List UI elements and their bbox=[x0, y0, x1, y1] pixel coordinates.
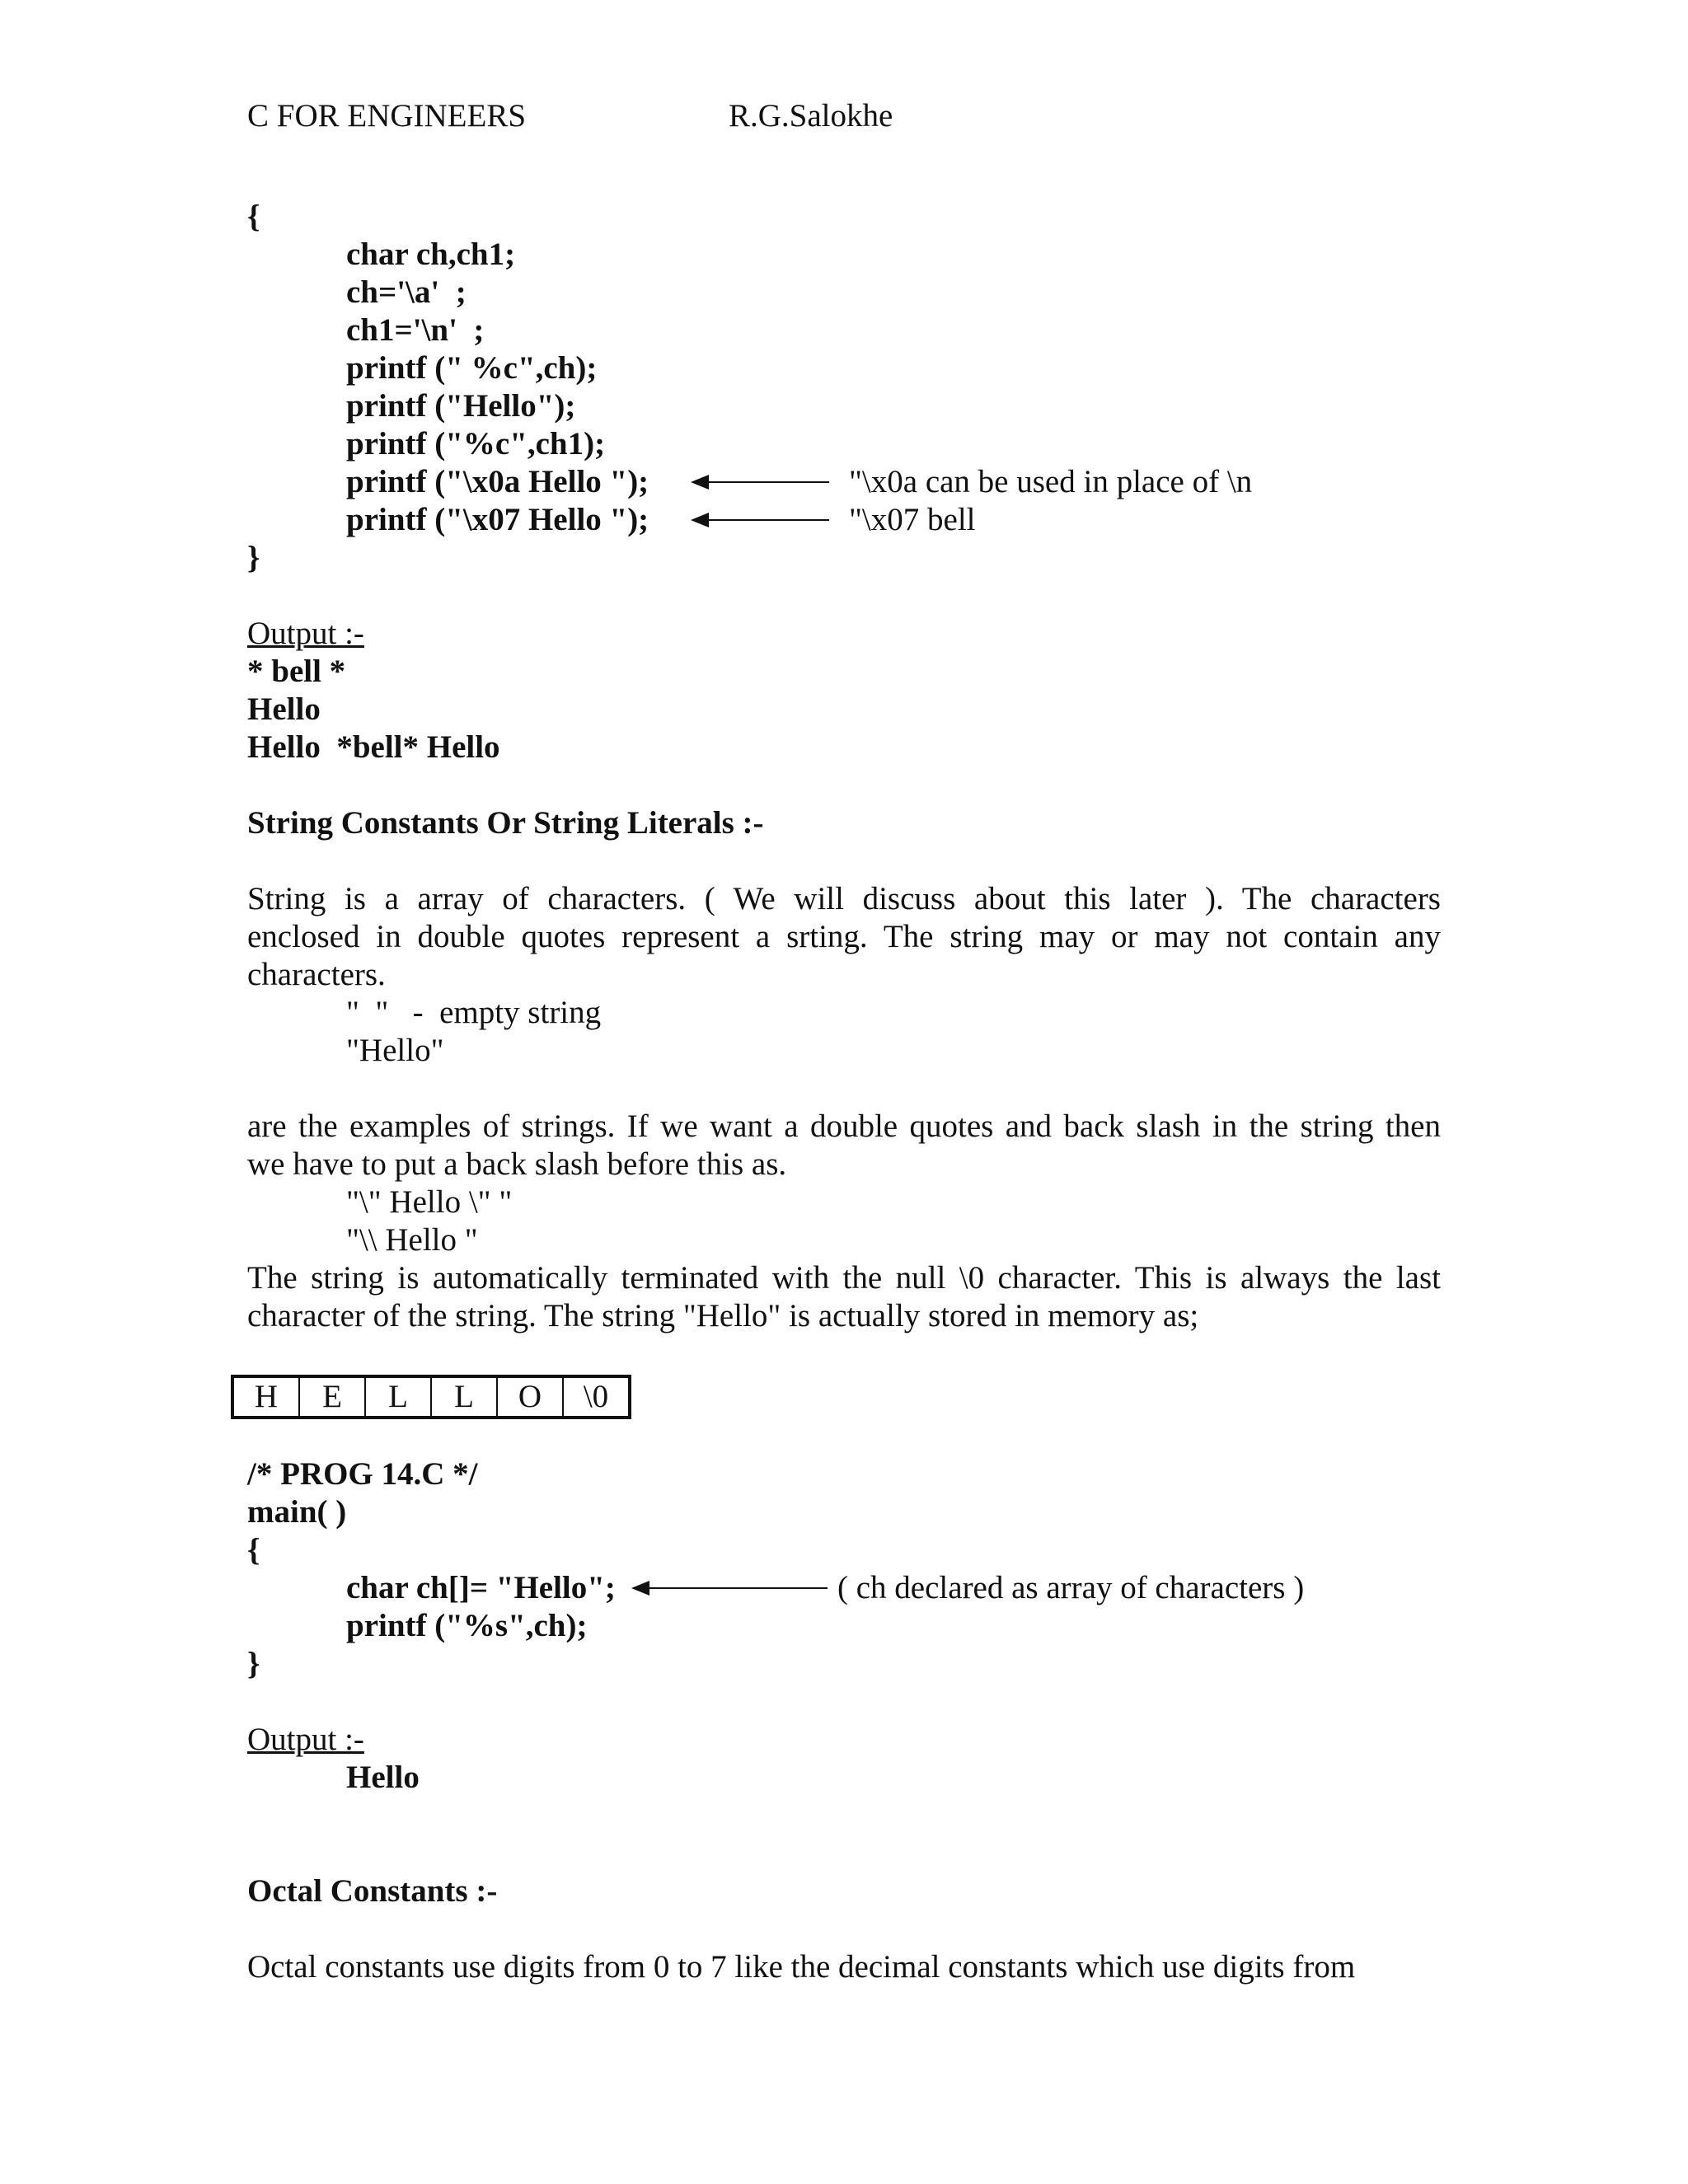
memory-cell: E bbox=[299, 1376, 365, 1418]
memory-cell: L bbox=[431, 1376, 497, 1418]
annotation-text: "\x07 bell bbox=[849, 502, 976, 537]
program-comment: /* PROG 14.C */ bbox=[247, 1456, 478, 1492]
code-line: printf ("%c",ch1); bbox=[346, 426, 606, 462]
paragraph bbox=[247, 880, 1441, 956]
paragraph-line: character of the string. The string "Hello" is actually stored in memory as; bbox=[247, 1298, 1199, 1333]
code-line: printf (" %c",ch); bbox=[346, 350, 598, 386]
open-brace: { bbox=[247, 1532, 260, 1568]
code-line: char ch[]= "Hello"; bbox=[346, 1570, 616, 1605]
annotation-arrow bbox=[692, 519, 829, 521]
paragraph-line: enclosed in double quotes represent a srting. The string may or may not contain any bbox=[247, 919, 1441, 954]
output-label: Output :- bbox=[247, 1722, 364, 1757]
paragraph-line: characters. bbox=[247, 957, 386, 992]
annotation-text: ( ch declared as array of characters ) bbox=[837, 1570, 1305, 1605]
output-line: Hello bbox=[247, 691, 321, 727]
memory-cell: O bbox=[497, 1376, 563, 1418]
memory-cell: H bbox=[254, 1379, 279, 1414]
example-line: "\" Hello \" " bbox=[346, 1184, 513, 1220]
header-title: C FOR ENGINEERS bbox=[247, 98, 527, 134]
annotation-text: "\x0a can be used in place of \n bbox=[849, 464, 1253, 499]
paragraph bbox=[247, 1108, 1441, 1146]
paragraph bbox=[247, 1259, 1441, 1297]
paragraph-line: Octal constants use digits from 0 to 7 like the decimal constants which use digits from bbox=[247, 1949, 1356, 1985]
output-line: * bell * bbox=[247, 654, 346, 689]
open-brace: { bbox=[247, 199, 260, 234]
output-line: Hello bbox=[346, 1760, 420, 1795]
memory-cell: \0 bbox=[563, 1376, 630, 1418]
section-heading: Octal Constants :- bbox=[247, 1873, 498, 1909]
annotation-arrow bbox=[633, 1587, 828, 1589]
program-main: main( ) bbox=[247, 1494, 347, 1530]
header-author: R.G.Salokhe bbox=[729, 98, 893, 134]
paragraph-line: are the examples of strings. If we want a double quotes and back slash in the string then bbox=[247, 1108, 1441, 1144]
paragraph-line: we have to put a back slash before this as. bbox=[247, 1146, 787, 1182]
close-brace: } bbox=[247, 1646, 260, 1681]
output-line: Hello *bell* Hello bbox=[247, 729, 500, 765]
close-brace: } bbox=[247, 540, 260, 575]
section-heading: String Constants Or String Literals :- bbox=[247, 805, 764, 841]
code-line: ch='\a' ; bbox=[346, 274, 467, 310]
example-line: " " - empty string bbox=[346, 995, 602, 1030]
example-line: "\\ Hello " bbox=[346, 1222, 478, 1258]
output-label: Output :- bbox=[247, 616, 364, 651]
code-line: printf ("Hello"); bbox=[346, 388, 576, 424]
paragraph-line: String is a array of characters. ( We will discuss about this later ). The characters bbox=[247, 881, 1441, 916]
memory-cell: L bbox=[365, 1376, 431, 1418]
code-line: printf ("\x0a Hello "); bbox=[346, 464, 649, 499]
paragraph-line: The string is automatically terminated with the null \0 character. This is always the last bbox=[247, 1260, 1441, 1296]
annotation-arrow bbox=[692, 481, 829, 483]
example-line: "Hello" bbox=[346, 1033, 444, 1068]
code-line: printf ("\x07 Hello "); bbox=[346, 502, 649, 537]
memory-diagram bbox=[231, 1375, 631, 1419]
code-line: printf ("%s",ch); bbox=[346, 1608, 588, 1643]
code-line: char ch,ch1; bbox=[346, 237, 516, 272]
code-line: ch1='\n' ; bbox=[346, 312, 485, 348]
